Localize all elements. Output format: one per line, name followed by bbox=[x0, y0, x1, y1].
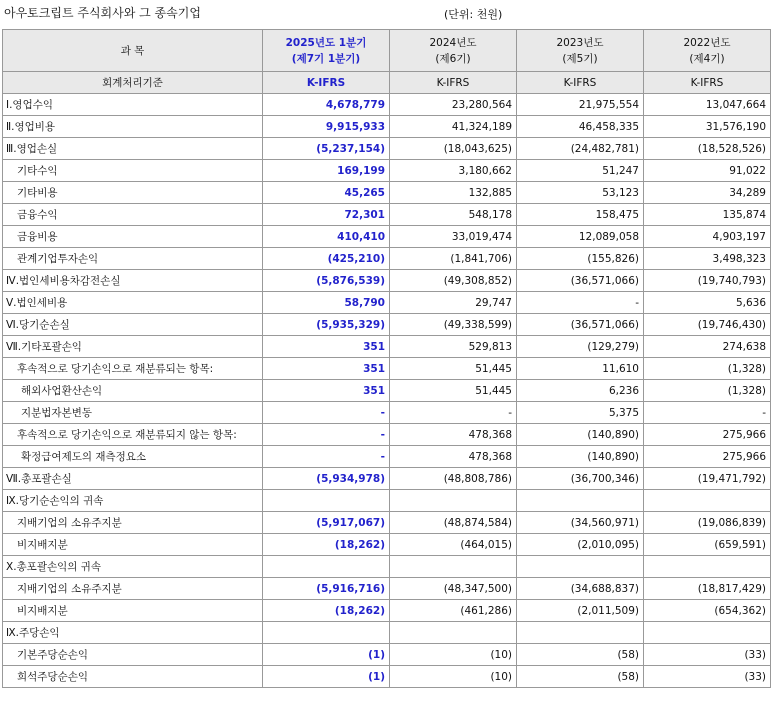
table-row bbox=[3, 270, 771, 292]
period-term: (제7기 1분기) bbox=[291, 52, 361, 65]
value-cell: 135,874 bbox=[644, 204, 771, 226]
value-cell: 5,636 bbox=[644, 292, 771, 314]
value-cell: 23,280,564 bbox=[390, 94, 517, 116]
value-cell: (58) bbox=[517, 644, 644, 666]
row-label: 지배기업의 소유주지분 bbox=[3, 578, 263, 600]
table-row bbox=[3, 424, 771, 446]
value-cell: (2,010,095) bbox=[517, 534, 644, 556]
value-cell: 13,047,664 bbox=[644, 94, 771, 116]
value-cell: 91,022 bbox=[644, 160, 771, 182]
table-row bbox=[3, 600, 771, 622]
value-cell-current: 45,265 bbox=[263, 182, 390, 204]
value-cell: 3,180,662 bbox=[390, 160, 517, 182]
value-cell-current bbox=[263, 556, 390, 578]
value-cell: (36,571,066) bbox=[517, 314, 644, 336]
value-cell: (659,591) bbox=[644, 534, 771, 556]
value-cell: - bbox=[644, 402, 771, 424]
standard-value: K-IFRS bbox=[517, 72, 644, 94]
table-row bbox=[3, 666, 771, 688]
value-cell: (464,015) bbox=[390, 534, 517, 556]
value-cell: (34,688,837) bbox=[517, 578, 644, 600]
row-label: 해외사업환산손익 bbox=[3, 380, 263, 402]
table-row bbox=[3, 160, 771, 182]
value-cell: 132,885 bbox=[390, 182, 517, 204]
value-cell-current: 58,790 bbox=[263, 292, 390, 314]
value-cell bbox=[644, 490, 771, 512]
value-cell: (10) bbox=[390, 666, 517, 688]
value-cell: 3,498,323 bbox=[644, 248, 771, 270]
value-cell: (10) bbox=[390, 644, 517, 666]
value-cell: 275,966 bbox=[644, 424, 771, 446]
value-cell: (49,338,599) bbox=[390, 314, 517, 336]
row-label: Ⅶ.총포괄손실 bbox=[3, 468, 263, 490]
table-row bbox=[3, 512, 771, 534]
value-cell: 478,368 bbox=[390, 424, 517, 446]
table-row bbox=[3, 358, 771, 380]
value-cell-current: 169,199 bbox=[263, 160, 390, 182]
table-row bbox=[3, 138, 771, 160]
value-cell-current: 72,301 bbox=[263, 204, 390, 226]
row-label: 지분법자본변동 bbox=[3, 402, 263, 424]
value-cell: 4,903,197 bbox=[644, 226, 771, 248]
row-label: Ⅸ.주당손익 bbox=[3, 622, 263, 644]
header-row-standards bbox=[3, 72, 771, 94]
value-cell: (19,746,430) bbox=[644, 314, 771, 336]
value-cell: (18,817,429) bbox=[644, 578, 771, 600]
value-cell: (2,011,509) bbox=[517, 600, 644, 622]
value-cell: 33,019,474 bbox=[390, 226, 517, 248]
value-cell bbox=[390, 490, 517, 512]
value-cell-current: (18,262) bbox=[263, 600, 390, 622]
value-cell-current bbox=[263, 622, 390, 644]
financial-summary-table bbox=[2, 29, 771, 688]
value-cell: (140,890) bbox=[517, 424, 644, 446]
table-row bbox=[3, 94, 771, 116]
value-cell: 51,445 bbox=[390, 358, 517, 380]
value-cell: 548,178 bbox=[390, 204, 517, 226]
table-row bbox=[3, 468, 771, 490]
row-label: Ⅵ.당기순손실 bbox=[3, 314, 263, 336]
value-cell-current bbox=[263, 490, 390, 512]
value-cell: (1,841,706) bbox=[390, 248, 517, 270]
value-cell: (33) bbox=[644, 644, 771, 666]
value-cell: (34,560,971) bbox=[517, 512, 644, 534]
value-cell-current: (425,210) bbox=[263, 248, 390, 270]
value-cell: (155,826) bbox=[517, 248, 644, 270]
account-column-header: 과 목 bbox=[3, 30, 263, 72]
value-cell bbox=[517, 622, 644, 644]
value-cell: (19,471,792) bbox=[644, 468, 771, 490]
value-cell-current: (5,916,716) bbox=[263, 578, 390, 600]
value-cell bbox=[390, 556, 517, 578]
value-cell: 51,247 bbox=[517, 160, 644, 182]
value-cell-current: 351 bbox=[263, 336, 390, 358]
table-row bbox=[3, 226, 771, 248]
value-cell bbox=[517, 556, 644, 578]
value-cell: (19,740,793) bbox=[644, 270, 771, 292]
value-cell: (58) bbox=[517, 666, 644, 688]
row-label: Ⅰ.영업수익 bbox=[3, 94, 263, 116]
value-cell: 6,236 bbox=[517, 380, 644, 402]
table-row bbox=[3, 204, 771, 226]
value-cell: 29,747 bbox=[390, 292, 517, 314]
row-label: Ⅲ.영업손실 bbox=[3, 138, 263, 160]
value-cell-current: - bbox=[263, 402, 390, 424]
standard-label: 회계처리기준 bbox=[3, 72, 263, 94]
table-row bbox=[3, 556, 771, 578]
period-year: 2023년도 bbox=[556, 36, 604, 49]
value-cell-current: (1) bbox=[263, 666, 390, 688]
period-year: 2022년도 bbox=[683, 36, 731, 49]
table-row bbox=[3, 336, 771, 358]
value-cell: 275,966 bbox=[644, 446, 771, 468]
value-cell: 46,458,335 bbox=[517, 116, 644, 138]
value-cell-current: 410,410 bbox=[263, 226, 390, 248]
period-year: 2025년도 1분기 bbox=[285, 36, 367, 49]
row-label: Ⅸ.당기순손익의 귀속 bbox=[3, 490, 263, 512]
value-cell: 31,576,190 bbox=[644, 116, 771, 138]
row-label: 금융비용 bbox=[3, 226, 263, 248]
value-cell: 5,375 bbox=[517, 402, 644, 424]
row-label: 금융수익 bbox=[3, 204, 263, 226]
period-header bbox=[644, 30, 771, 72]
standard-value: K-IFRS bbox=[390, 72, 517, 94]
period-header-current bbox=[263, 30, 390, 72]
value-cell: (18,043,625) bbox=[390, 138, 517, 160]
row-label: 후속적으로 당기손익으로 재분류되는 항목: bbox=[3, 358, 263, 380]
value-cell: - bbox=[517, 292, 644, 314]
period-term: (제4기) bbox=[689, 52, 725, 65]
row-label: 기타수익 bbox=[3, 160, 263, 182]
row-label: 비지배지분 bbox=[3, 534, 263, 556]
value-cell: 158,475 bbox=[517, 204, 644, 226]
report-title: 아우토크립트 주식회사와 그 종속기업 bbox=[4, 6, 201, 20]
period-header bbox=[390, 30, 517, 72]
table-row bbox=[3, 622, 771, 644]
value-cell-current: 9,915,933 bbox=[263, 116, 390, 138]
value-cell bbox=[644, 622, 771, 644]
value-cell: (19,086,839) bbox=[644, 512, 771, 534]
table-row bbox=[3, 292, 771, 314]
value-cell-current: 351 bbox=[263, 380, 390, 402]
table-row bbox=[3, 446, 771, 468]
row-label: Ⅹ.총포괄손익의 귀속 bbox=[3, 556, 263, 578]
value-cell: (24,482,781) bbox=[517, 138, 644, 160]
value-cell: (36,700,346) bbox=[517, 468, 644, 490]
value-cell: (1,328) bbox=[644, 358, 771, 380]
value-cell: (654,362) bbox=[644, 600, 771, 622]
value-cell-current: (1) bbox=[263, 644, 390, 666]
value-cell: (461,286) bbox=[390, 600, 517, 622]
table-row bbox=[3, 380, 771, 402]
value-cell-current: (18,262) bbox=[263, 534, 390, 556]
value-cell: (36,571,066) bbox=[517, 270, 644, 292]
value-cell bbox=[390, 622, 517, 644]
period-term: (제6기) bbox=[435, 52, 471, 65]
value-cell bbox=[517, 490, 644, 512]
value-cell: - bbox=[390, 402, 517, 424]
period-year: 2024년도 bbox=[429, 36, 477, 49]
value-cell: 34,289 bbox=[644, 182, 771, 204]
value-cell: (48,808,786) bbox=[390, 468, 517, 490]
value-cell: 274,638 bbox=[644, 336, 771, 358]
table-row bbox=[3, 248, 771, 270]
value-cell: (48,347,500) bbox=[390, 578, 517, 600]
value-cell-current: (5,934,978) bbox=[263, 468, 390, 490]
table-row bbox=[3, 182, 771, 204]
row-label: 지배기업의 소유주지분 bbox=[3, 512, 263, 534]
row-label: 기본주당순손익 bbox=[3, 644, 263, 666]
value-cell-current: 351 bbox=[263, 358, 390, 380]
value-cell: 478,368 bbox=[390, 446, 517, 468]
header-row-periods bbox=[3, 30, 771, 72]
row-label: Ⅴ.법인세비용 bbox=[3, 292, 263, 314]
row-label: Ⅱ.영업비용 bbox=[3, 116, 263, 138]
value-cell: 21,975,554 bbox=[517, 94, 644, 116]
value-cell: (18,528,526) bbox=[644, 138, 771, 160]
value-cell: (33) bbox=[644, 666, 771, 688]
row-label: 기타비용 bbox=[3, 182, 263, 204]
value-cell: (49,308,852) bbox=[390, 270, 517, 292]
row-label: 관계기업투자손익 bbox=[3, 248, 263, 270]
table-row bbox=[3, 314, 771, 336]
value-cell-current: - bbox=[263, 424, 390, 446]
row-label: 확정급여제도의 재측정요소 bbox=[3, 446, 263, 468]
row-label: 비지배지분 bbox=[3, 600, 263, 622]
value-cell: 12,089,058 bbox=[517, 226, 644, 248]
value-cell: 51,445 bbox=[390, 380, 517, 402]
value-cell: (1,328) bbox=[644, 380, 771, 402]
standard-value-current: K-IFRS bbox=[263, 72, 390, 94]
value-cell: 53,123 bbox=[517, 182, 644, 204]
table-row bbox=[3, 578, 771, 600]
value-cell-current: (5,935,329) bbox=[263, 314, 390, 336]
value-cell: (140,890) bbox=[517, 446, 644, 468]
value-cell-current: (5,917,067) bbox=[263, 512, 390, 534]
value-cell-current: - bbox=[263, 446, 390, 468]
row-label: Ⅳ.법인세비용차감전손실 bbox=[3, 270, 263, 292]
value-cell: 41,324,189 bbox=[390, 116, 517, 138]
table-row bbox=[3, 534, 771, 556]
value-cell: (129,279) bbox=[517, 336, 644, 358]
value-cell: 529,813 bbox=[390, 336, 517, 358]
value-cell: (48,874,584) bbox=[390, 512, 517, 534]
row-label: 후속적으로 당기손익으로 재분류되지 않는 항목: bbox=[3, 424, 263, 446]
table-row bbox=[3, 402, 771, 424]
value-cell-current: 4,678,779 bbox=[263, 94, 390, 116]
period-term: (제5기) bbox=[562, 52, 598, 65]
table-row bbox=[3, 490, 771, 512]
value-cell-current: (5,237,154) bbox=[263, 138, 390, 160]
row-label: Ⅶ.기타포괄손익 bbox=[3, 336, 263, 358]
table-row bbox=[3, 644, 771, 666]
value-cell bbox=[644, 556, 771, 578]
value-cell-current: (5,876,539) bbox=[263, 270, 390, 292]
row-label: 희석주당순손익 bbox=[3, 666, 263, 688]
table-row bbox=[3, 116, 771, 138]
unit-note: (단위: 천원) bbox=[444, 8, 503, 21]
standard-value: K-IFRS bbox=[644, 72, 771, 94]
value-cell: 11,610 bbox=[517, 358, 644, 380]
period-header bbox=[517, 30, 644, 72]
